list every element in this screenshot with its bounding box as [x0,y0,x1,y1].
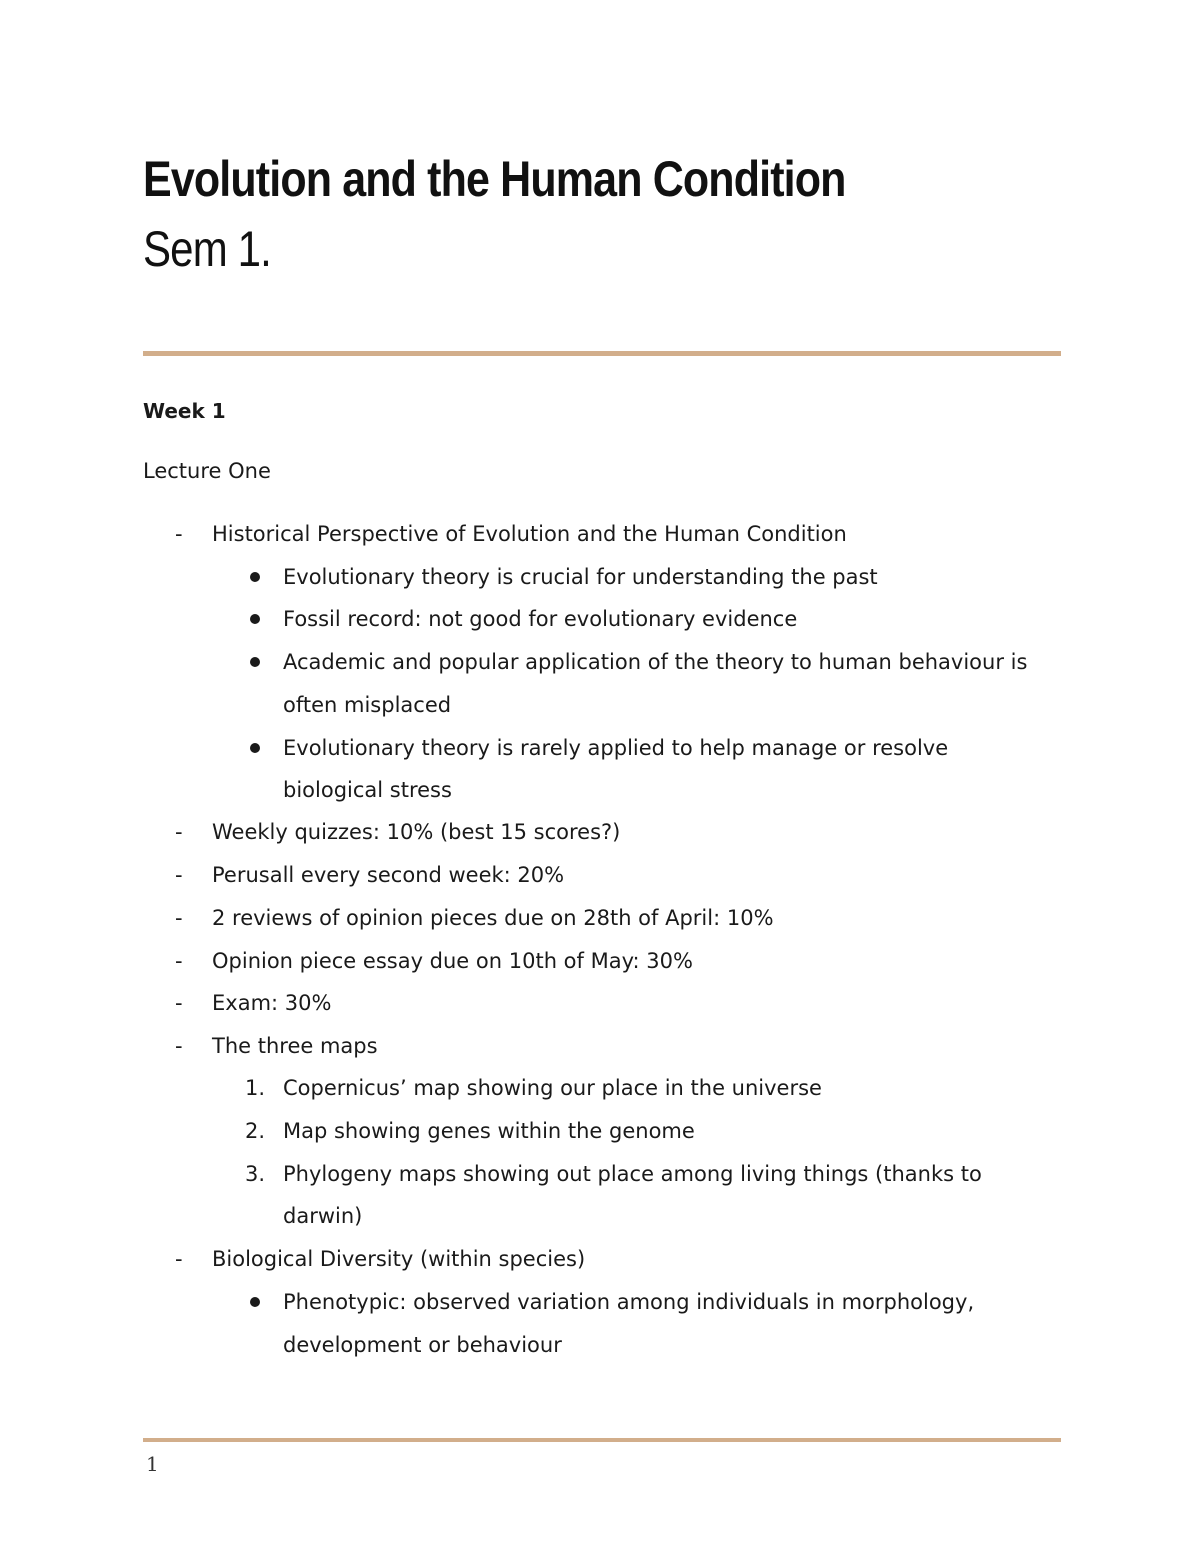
list-item-text: 2 reviews of opinion pieces due on 28th of April: 10% [212,906,774,930]
list-item-text: Exam: 30% [212,991,332,1015]
number-marker: 3. [244,1162,265,1186]
list-item-text: darwin) [283,1204,363,1228]
list-item-text: Weekly quizzes: 10% (best 15 scores?) [212,820,621,844]
list-item-text: often misplaced [283,693,452,717]
footer-divider [143,1438,1061,1442]
document-subtitle: Sem 1. [143,221,272,277]
list-item-text: Historical Perspective of Evolution and the Human Condition [212,522,847,546]
dash-marker: - [175,906,183,930]
list-item-text: Phenotypic: observed variation among individuals in morphology, [283,1290,975,1314]
list-item-text: Phylogeny maps showing out place among living things (thanks to [283,1162,982,1186]
document-title: Evolution and the Human Condition [143,151,846,207]
bullet-icon [250,1297,260,1307]
dash-marker: - [175,949,183,973]
dash-marker: - [175,991,183,1015]
list-item-text: The three maps [212,1034,378,1058]
list-item-text: Biological Diversity (within species) [212,1247,586,1271]
dash-marker: - [175,1034,183,1058]
bullet-icon [250,572,260,582]
header-divider [143,351,1061,356]
number-marker: 2. [244,1119,265,1143]
bullet-icon [250,657,260,667]
bullet-icon [250,614,260,624]
list-item-text: development or behaviour [283,1333,562,1357]
list-item-text: Perusall every second week: 20% [212,863,565,887]
page-number: 1 [146,1452,159,1476]
dash-marker: - [175,522,183,546]
list-item-text: Copernicus’ map showing our place in the universe [283,1076,822,1100]
dash-marker: - [175,863,183,887]
lecture-heading: Lecture One [143,459,271,483]
number-marker: 1. [244,1076,265,1100]
list-item-text: Evolutionary theory is crucial for understanding the past [283,565,878,589]
list-item-text: Evolutionary theory is rarely applied to help manage or resolve [283,736,949,760]
list-item-text: Opinion piece essay due on 10th of May: 30% [212,949,693,973]
bullet-icon [250,743,260,753]
dash-marker: - [175,1247,183,1271]
list-item-text: Academic and popular application of the theory to human behaviour is [283,650,1028,674]
dash-marker: - [175,820,183,844]
week-heading: Week 1 [143,399,226,423]
list-item-text: biological stress [283,778,452,802]
list-item-text: Fossil record: not good for evolutionary evidence [283,607,798,631]
list-item-text: Map showing genes within the genome [283,1119,695,1143]
